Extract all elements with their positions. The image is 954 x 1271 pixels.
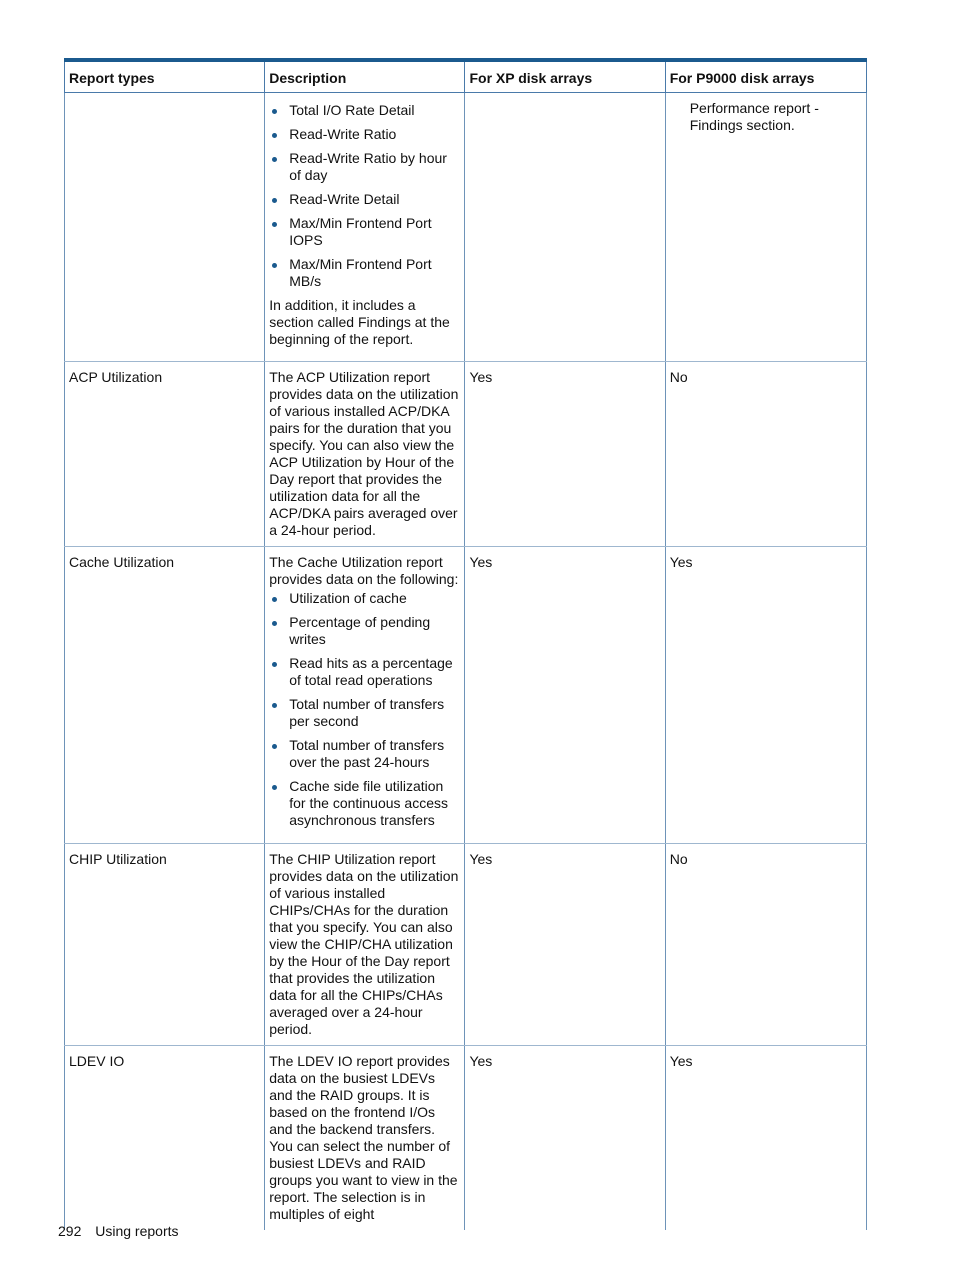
list-item: Read-Write Ratio [269, 126, 460, 143]
header-report-types: Report types [65, 60, 265, 93]
header-p9000-disk-arrays: For P9000 disk arrays [665, 60, 866, 93]
list-item: Total I/O Rate Detail [269, 102, 460, 119]
cell-xp: Yes [465, 844, 665, 1046]
list-item: Total number of transfers over the past 24-hours [269, 737, 460, 771]
section-title: Using reports [95, 1223, 179, 1239]
bullet-icon [272, 621, 277, 626]
bullet-icon [272, 157, 277, 162]
list-item: Read-Write Detail [269, 191, 460, 208]
cell-report-type: Cache Utilization [65, 547, 265, 844]
cell-description: The CHIP Utilization report provides data on the utilization of various installed CHIPs/CHAs for the duration that you specify. You can also view the CHIP/CHA utilization by the Hour of the Day report that provides the utilization data for all the CHIPs/CHAs averaged over a 24-hour period. [265, 844, 465, 1046]
cell-p9000: Yes [665, 547, 866, 844]
cell-xp: Yes [465, 547, 665, 844]
findings-note: In addition, it includes a section called Findings at the beginning of the report. [269, 297, 450, 347]
cell-report-type [65, 93, 265, 362]
header-row [65, 60, 867, 93]
cell-xp: Yes [465, 362, 665, 547]
table-row [65, 362, 867, 547]
cell-xp [465, 93, 665, 362]
list-item: Total number of transfers per second [269, 696, 460, 730]
header-xp-disk-arrays: For XP disk arrays [465, 60, 665, 93]
table-row [65, 547, 867, 844]
cell-p9000: Yes [665, 1046, 866, 1231]
list-item: Percentage of pending writes [269, 614, 460, 648]
table-row [65, 1046, 867, 1231]
bullet-icon [272, 222, 277, 227]
header-description: Description [265, 60, 465, 93]
cell-p9000: No [665, 844, 866, 1046]
bullet-icon [272, 109, 277, 114]
bullet-icon [272, 703, 277, 708]
cell-report-type: CHIP Utilization [65, 844, 265, 1046]
bullet-icon [272, 198, 277, 203]
list-item: Read-Write Ratio by hour of day [269, 150, 460, 184]
page-footer [58, 1223, 179, 1239]
bullet-list [269, 102, 460, 290]
bullet-icon [272, 597, 277, 602]
cell-report-type: LDEV IO [65, 1046, 265, 1231]
table-row [65, 844, 867, 1046]
cell-description [265, 93, 465, 362]
table-row [65, 93, 867, 362]
list-item: Read hits as a percentage of total read operations [269, 655, 460, 689]
cell-p9000 [665, 93, 866, 362]
cell-description: The LDEV IO report provides data on the busiest LDEVs and the RAID groups. It is based on the frontend I/Os and the backend transfers. You can select the number of busiest LDEVs and RAID groups you want to view in the report. The selection is in multiples of eight [265, 1046, 465, 1231]
bullet-icon [272, 263, 277, 268]
list-item: Max/Min Frontend Port IOPS [269, 215, 460, 249]
page-number: 292 [58, 1223, 82, 1239]
cell-report-type: ACP Utilization [65, 362, 265, 547]
cell-description: The ACP Utilization report provides data on the utilization of various installed ACP/DKA pairs for the duration that you specify. You can also view the ACP Utilization by Hour of the Day report that provides the utilization data for all the ACP/DKA pairs averaged over a 24-hour period. [265, 362, 465, 547]
report-types-table [64, 58, 867, 1230]
cache-intro: The Cache Utilization report provides data on the following: [269, 554, 459, 587]
list-item: Utilization of cache [269, 590, 460, 607]
bullet-icon [272, 662, 277, 667]
bullet-list [269, 590, 460, 829]
cell-description [265, 547, 465, 844]
cell-xp: Yes [465, 1046, 665, 1231]
bullet-icon [272, 744, 277, 749]
cell-p9000: No [665, 362, 866, 547]
p9000-note: Performance report - Findings section. [689, 100, 819, 133]
list-item: Max/Min Frontend Port MB/s [269, 256, 460, 290]
table-header [65, 60, 867, 93]
bullet-icon [272, 785, 277, 790]
bullet-icon [272, 133, 277, 138]
list-item: Cache side file utilization for the continuous access asynchronous transfers [269, 778, 460, 829]
